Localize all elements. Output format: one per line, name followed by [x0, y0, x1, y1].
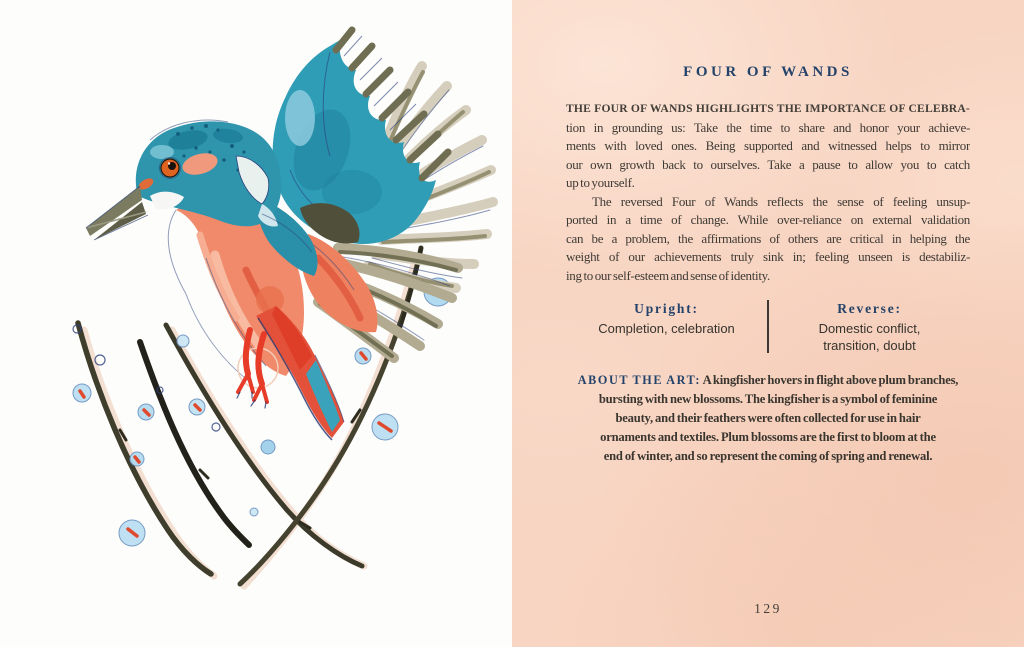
text-line: ornaments and textiles. Plum blossoms are the first to bloom at the: [600, 430, 936, 444]
text-line: The reversed Four of Wands reflects the sense of feeling unsup-: [592, 193, 970, 209]
upright-column: [566, 299, 767, 354]
text-line: tion in grounding us: Take the time to share and honor your achieve-: [566, 119, 970, 135]
page-number: 129: [754, 601, 782, 616]
intro-paragraph: [566, 100, 970, 193]
reverse-keywords: Domestic conflict, transition, doubt: [818, 321, 921, 353]
reversed-paragraph: [566, 193, 970, 286]
text-line: can be a problem, the affirmations of others are critical in helping the: [566, 230, 970, 246]
text-line: our own growth back to ourselves. Take a pause to allow you to catch: [566, 156, 970, 172]
body-text: [566, 82, 970, 466]
reverse-column: [769, 299, 970, 354]
about-the-art: [566, 371, 970, 466]
about-line-text: A kingfisher hovers in flight above plum branches,: [702, 373, 959, 387]
about-label: ABOUT THE ART:: [577, 373, 702, 387]
kingfisher-bird: [86, 30, 493, 440]
text-line: end of winter, and so represent the coming of spring and renewal.: [603, 449, 933, 463]
meanings-section: [566, 299, 970, 354]
right-page: [512, 0, 1024, 647]
text-line: THE FOUR OF WANDS HIGHLIGHTS THE IMPORTANCE OF CELEBRA-: [566, 102, 970, 115]
text-line: bursting with new blossoms. The kingfisher is a symbol of feminine: [598, 392, 938, 406]
text-line: up to yourself.: [566, 175, 635, 190]
page-title: FOUR OF WANDS: [683, 64, 853, 80]
reverse-label: Reverse:: [837, 301, 902, 316]
text-line: [566, 371, 970, 390]
text-line: ing to our self-esteem and sense of identity.: [566, 267, 770, 283]
upright-keywords: Completion, celebration: [598, 321, 735, 336]
beak: [86, 186, 148, 240]
text-line: ported in a time of change. While over-reliance on external validation: [566, 212, 970, 227]
text-line: beauty, and their feathers were often collected for use in hair: [615, 411, 921, 425]
text-line: weight of our achievements truly sink in; feeling unseen is destabiliz-: [566, 249, 970, 264]
upright-label: Upright:: [634, 301, 699, 316]
text-line: ments with loved ones. Being supported and witnessed helps to mirror: [566, 138, 970, 153]
